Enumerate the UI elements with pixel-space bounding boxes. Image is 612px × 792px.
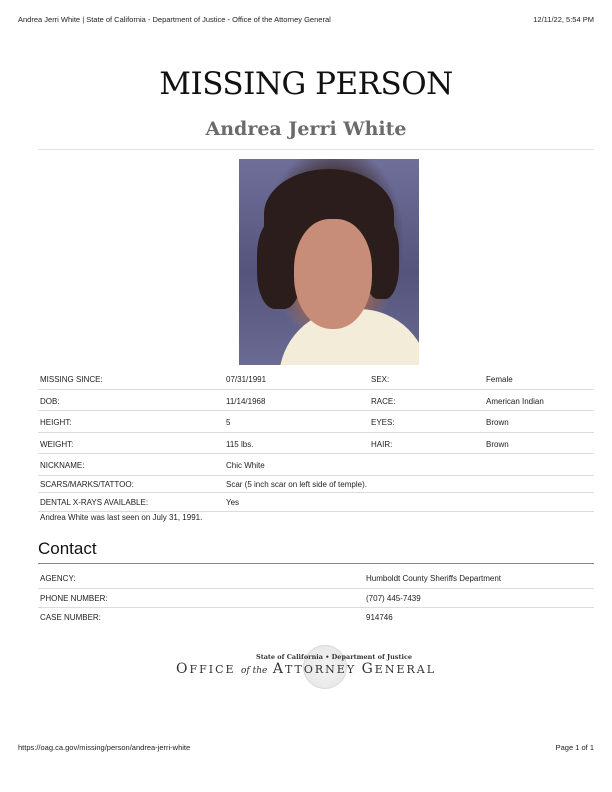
missing-person-title: MISSING PERSON (159, 66, 453, 102)
logo-word: TTORNEY (285, 663, 357, 676)
logo-word: FFICE (189, 663, 236, 676)
nickname-label: NICKNAME: (40, 461, 85, 470)
nickname-value: Chic White (226, 461, 265, 470)
dob-label: DOB: (40, 396, 60, 406)
contact-table (38, 569, 594, 627)
race-label: RACE: (371, 396, 396, 406)
agency-label: AGENCY: (40, 574, 76, 583)
photo-face (294, 219, 372, 329)
sex-value: Female (486, 375, 513, 384)
eyes-label: EYES: (371, 418, 395, 427)
page-title-header: Andrea Jerri White | State of California - Department of Justice - Office of the Attorney General (18, 15, 331, 24)
page-url: https://oag.ca.gov/missing/person/andrea-jerri-white (18, 743, 191, 752)
table-row (38, 476, 594, 493)
phone-label: PHONE NUMBER: (40, 593, 108, 603)
table-row (38, 589, 594, 609)
contact-heading: Contact (38, 539, 97, 558)
agency-value: Humboldt County Sheriffs Department (366, 574, 502, 583)
print-datetime: 12/11/22, 5:54 PM (533, 15, 594, 24)
table-row (38, 493, 594, 512)
logo-letter: O (175, 661, 190, 677)
weight-value: 115 lbs. (226, 439, 254, 449)
race-value: American Indian (486, 396, 544, 406)
divider (38, 149, 594, 150)
narrative-text: Andrea White was last seen on July 31, 1991. (40, 513, 203, 522)
height-label: HEIGHT: (40, 418, 72, 427)
dob-value: 11/14/1968 (226, 396, 266, 406)
page-number: Page 1 of 1 (555, 743, 594, 752)
person-photo (239, 159, 419, 365)
table-row (38, 390, 594, 412)
oag-logo (0, 643, 612, 693)
logo-word: of the (241, 666, 268, 676)
logo-letter: G (361, 661, 375, 677)
hair-value: Brown (486, 439, 509, 449)
dental-value: Yes (226, 497, 240, 507)
table-row (38, 433, 594, 455)
scars-label: SCARS/MARKS/TATTOO: (40, 479, 134, 489)
table-row (38, 454, 594, 476)
person-name: Andrea Jerri White (205, 118, 407, 140)
table-row (38, 569, 594, 589)
details-table (38, 368, 594, 512)
table-row (38, 608, 594, 627)
logo-main-line (0, 661, 612, 677)
weight-label: WEIGHT: (40, 439, 74, 449)
table-row (38, 368, 594, 390)
hair-label: HAIR: (371, 439, 393, 449)
scars-value: Scar (5 inch scar on left side of temple). (226, 479, 367, 489)
table-row (38, 411, 594, 433)
missing-since-value: 07/31/1991 (226, 375, 267, 384)
height-value: 5 (226, 418, 231, 427)
sex-label: SEX: (371, 375, 390, 384)
logo-letter: A (272, 661, 285, 677)
eyes-value: Brown (486, 418, 509, 427)
phone-value: (707) 445-7439 (366, 593, 421, 603)
contact-divider (38, 563, 594, 564)
case-label: CASE NUMBER: (40, 613, 101, 622)
missing-since-label: MISSING SINCE: (40, 375, 103, 384)
dental-label: DENTAL X-RAYS AVAILABLE: (40, 497, 149, 507)
logo-top-line: State of California • Department of Justice (256, 653, 413, 661)
case-value: 914746 (366, 613, 393, 622)
logo-word: ENERAL (374, 663, 437, 676)
